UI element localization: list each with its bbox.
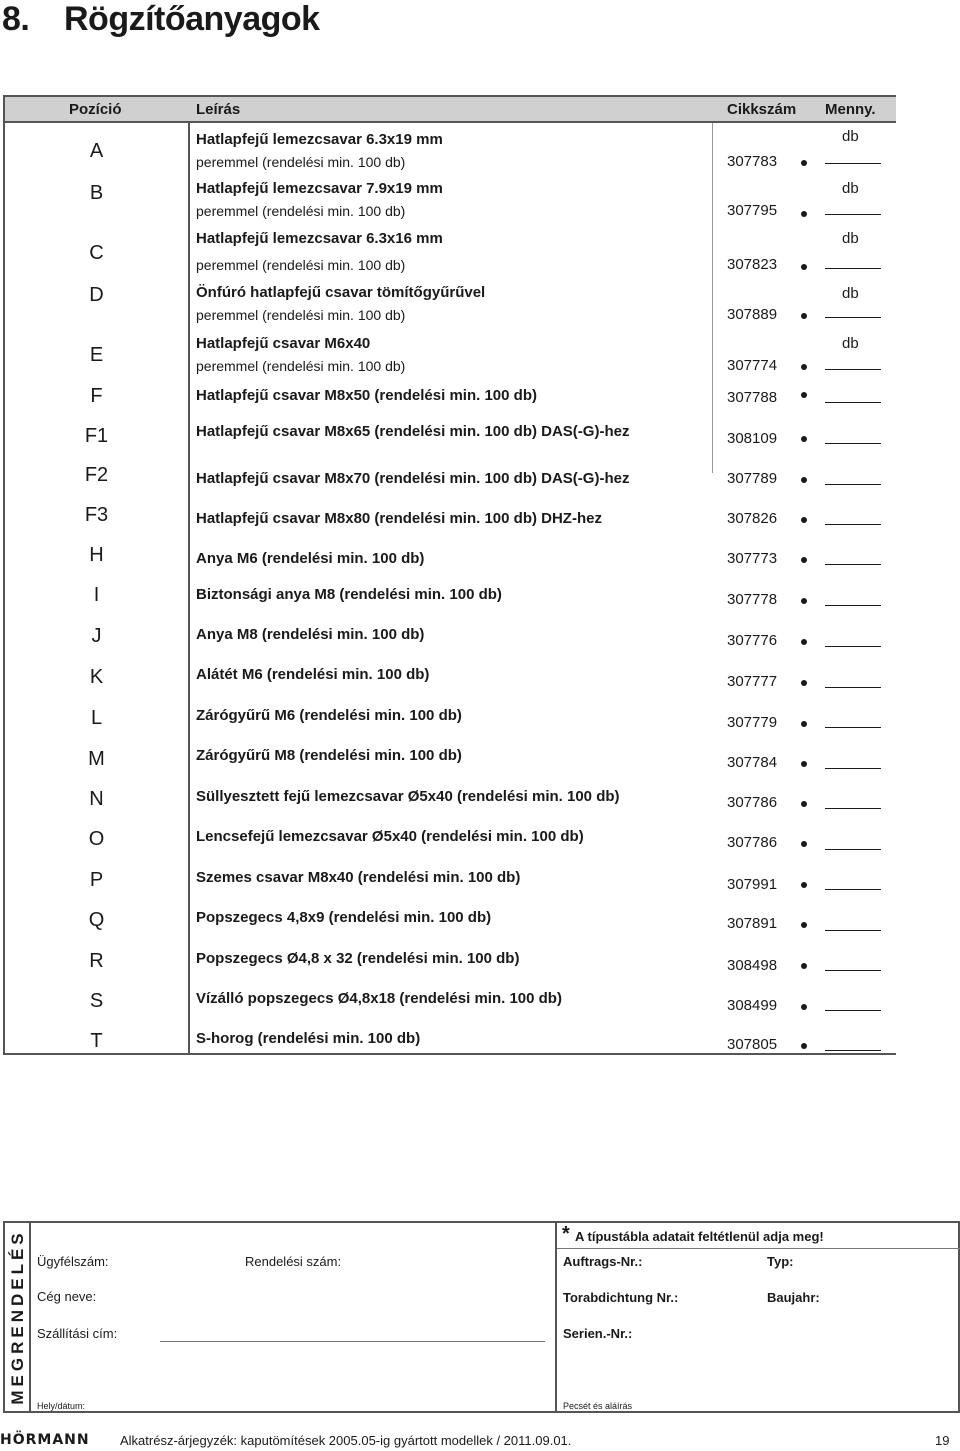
form-rule bbox=[557, 1248, 960, 1249]
row-unit: db bbox=[842, 285, 859, 302]
bullet-icon bbox=[801, 721, 807, 727]
row-description-note: peremmel (rendelési min. 100 db) bbox=[196, 358, 406, 374]
row-description: Hatlapfejű lemezcsavar 6.3x19 mm bbox=[196, 131, 443, 148]
bullet-icon bbox=[801, 882, 807, 888]
quantity-field[interactable] bbox=[825, 214, 881, 215]
quantity-field[interactable] bbox=[825, 889, 881, 890]
bullet-icon bbox=[801, 160, 807, 166]
customer-number-label: Ügyfélszám: bbox=[37, 1254, 109, 1269]
row-description: Anya M8 (rendelési min. 100 db) bbox=[196, 626, 425, 643]
header-quantity: Menny. bbox=[825, 101, 876, 118]
bullet-icon bbox=[801, 963, 807, 969]
quantity-field[interactable] bbox=[825, 369, 881, 370]
row-position: L bbox=[90, 707, 103, 729]
row-code: 307789 bbox=[727, 470, 778, 487]
quantity-field[interactable] bbox=[825, 727, 881, 728]
quantity-field[interactable] bbox=[825, 1010, 881, 1011]
row-description: Anya M6 (rendelési min. 100 db) bbox=[196, 550, 425, 567]
row-code: 307991 bbox=[727, 876, 778, 893]
column-divider bbox=[188, 123, 190, 1053]
row-description: Hatlapfejű csavar M8x80 (rendelési min. 100 db) DHZ-hez bbox=[196, 510, 602, 527]
row-position: F3 bbox=[84, 504, 109, 526]
quantity-field[interactable] bbox=[825, 443, 881, 444]
stamp-signature-label: Pecsét és aláírás bbox=[563, 1401, 633, 1411]
row-description: Popszegecs 4,8x9 (rendelési min. 100 db) bbox=[196, 909, 492, 926]
quantity-field[interactable] bbox=[825, 524, 881, 525]
hormann-logo: HÖRMANN bbox=[0, 1432, 90, 1448]
delivery-address-label: Szállítási cím: bbox=[37, 1326, 118, 1341]
row-description: Lencsefejű lemezcsavar Ø5x40 (rendelési min. 100 db) bbox=[196, 828, 584, 845]
order-form bbox=[3, 1221, 960, 1413]
bullet-icon bbox=[801, 557, 807, 563]
row-code: 307805 bbox=[727, 1036, 778, 1053]
row-position: N bbox=[89, 788, 104, 810]
form-divider bbox=[555, 1223, 557, 1411]
row-description: Szemes csavar M8x40 (rendelési min. 100 db) bbox=[196, 869, 521, 886]
row-description: Zárógyűrű M6 (rendelési min. 100 db) bbox=[196, 707, 462, 724]
row-code: 307783 bbox=[727, 153, 778, 170]
column-divider bbox=[712, 123, 713, 473]
row-position: J bbox=[91, 625, 102, 647]
row-description: Süllyesztett fejű lemezcsavar Ø5x40 (rendelési min. 100 db) bbox=[196, 788, 620, 805]
bullet-icon bbox=[801, 801, 807, 807]
row-description: Hatlapfejű lemezcsavar 6.3x16 mm bbox=[196, 230, 443, 247]
row-position: D bbox=[89, 284, 104, 306]
quantity-field[interactable] bbox=[825, 768, 881, 769]
row-description: Popszegecs Ø4,8 x 32 (rendelési min. 100 db) bbox=[196, 950, 520, 967]
row-description-note: peremmel (rendelési min. 100 db) bbox=[196, 257, 406, 273]
quantity-field[interactable] bbox=[825, 808, 881, 809]
page-number: 19 bbox=[935, 1433, 950, 1448]
bullet-icon bbox=[801, 680, 807, 686]
quantity-field[interactable] bbox=[825, 163, 881, 164]
section-number: 8. bbox=[2, 0, 30, 38]
row-position: A bbox=[89, 140, 104, 162]
nameplate-note: A típustábla adatait feltétlenül adja meg! bbox=[575, 1229, 824, 1244]
bullet-icon bbox=[801, 598, 807, 604]
quantity-field[interactable] bbox=[825, 1050, 881, 1051]
row-description: Hatlapfejű lemezcsavar 7.9x19 mm bbox=[196, 180, 443, 197]
row-position: B bbox=[89, 182, 104, 204]
order-form-title: MEGRENDELÉS bbox=[8, 1229, 27, 1405]
row-position: M bbox=[88, 748, 105, 770]
bullet-icon bbox=[801, 392, 807, 398]
row-code: 307795 bbox=[727, 202, 778, 219]
quantity-field[interactable] bbox=[825, 268, 881, 269]
row-position: I bbox=[93, 584, 100, 606]
row-unit: db bbox=[842, 128, 859, 145]
row-code: 308498 bbox=[727, 957, 778, 974]
quantity-field[interactable] bbox=[825, 564, 881, 565]
quantity-field[interactable] bbox=[825, 849, 881, 850]
bullet-icon bbox=[801, 211, 807, 217]
header-code: Cikkszám bbox=[727, 101, 797, 118]
bullet-icon bbox=[801, 841, 807, 847]
place-date-label: Hely/dátum: bbox=[37, 1401, 86, 1411]
row-code: 307786 bbox=[727, 834, 778, 851]
row-description: Önfúró hatlapfejű csavar tömítőgyűrűvel bbox=[196, 284, 486, 301]
row-description: S-horog (rendelési min. 100 db) bbox=[196, 1030, 421, 1047]
row-code: 307786 bbox=[727, 794, 778, 811]
order-number-label: Rendelési szám: bbox=[245, 1254, 342, 1269]
row-description: Hatlapfejű csavar M6x40 bbox=[196, 335, 371, 352]
row-position: F1 bbox=[84, 425, 109, 447]
row-unit: db bbox=[842, 180, 859, 197]
row-description-note: peremmel (rendelési min. 100 db) bbox=[196, 154, 406, 170]
bullet-icon bbox=[801, 517, 807, 523]
row-description: Hatlapfejű csavar M8x50 (rendelési min. 100 db) bbox=[196, 387, 537, 404]
bullet-icon bbox=[801, 477, 807, 483]
row-code: 307784 bbox=[727, 754, 778, 771]
bullet-icon bbox=[801, 436, 807, 442]
row-description: Zárógyűrű M8 (rendelési min. 100 db) bbox=[196, 747, 462, 764]
header-description: Leírás bbox=[196, 101, 241, 118]
company-name-label: Cég neve: bbox=[37, 1289, 97, 1304]
auftrags-label: Auftrags-Nr.: bbox=[563, 1254, 643, 1269]
header-position: Pozíció bbox=[69, 101, 122, 118]
torabdichtung-label: Torabdichtung Nr.: bbox=[563, 1290, 679, 1305]
serial-number-label: Serien.-Nr.: bbox=[563, 1326, 633, 1341]
row-code: 307788 bbox=[727, 389, 778, 406]
row-position: C bbox=[89, 242, 104, 264]
order-form-sidebar bbox=[5, 1223, 31, 1411]
row-description: Hatlapfejű csavar M8x70 (rendelési min. 100 db) DAS(-G)-hez bbox=[196, 470, 630, 487]
row-code: 307777 bbox=[727, 673, 778, 690]
row-description: Hatlapfejű csavar M8x65 (rendelési min. 100 db) DAS(-G)-hez bbox=[196, 423, 630, 440]
row-unit: db bbox=[842, 230, 859, 247]
row-description: Biztonsági anya M8 (rendelési min. 100 db) bbox=[196, 586, 502, 603]
row-unit: db bbox=[842, 335, 859, 352]
row-position: R bbox=[89, 950, 104, 972]
typ-label: Typ: bbox=[767, 1254, 794, 1269]
table-header bbox=[5, 95, 896, 123]
quantity-field[interactable] bbox=[825, 646, 881, 647]
row-position: F bbox=[90, 385, 103, 407]
row-position: K bbox=[89, 666, 104, 688]
row-position: Q bbox=[88, 909, 105, 931]
page-title: Rögzítőanyagok bbox=[64, 0, 320, 38]
quantity-field[interactable] bbox=[825, 970, 881, 971]
quantity-field[interactable] bbox=[825, 402, 881, 403]
quantity-field[interactable] bbox=[825, 484, 881, 485]
row-code: 307773 bbox=[727, 550, 778, 567]
quantity-field[interactable] bbox=[825, 687, 881, 688]
row-description-note: peremmel (rendelési min. 100 db) bbox=[196, 307, 406, 323]
row-description: Alátét M6 (rendelési min. 100 db) bbox=[196, 666, 430, 683]
bullet-icon bbox=[801, 364, 807, 370]
quantity-field[interactable] bbox=[825, 930, 881, 931]
row-code: 307779 bbox=[727, 714, 778, 731]
bullet-icon bbox=[801, 313, 807, 319]
row-code: 307823 bbox=[727, 256, 778, 273]
quantity-field[interactable] bbox=[825, 605, 881, 606]
row-position: S bbox=[89, 990, 104, 1012]
parts-table bbox=[3, 95, 896, 1055]
row-code: 308499 bbox=[727, 997, 778, 1014]
row-position: H bbox=[89, 544, 104, 566]
bullet-icon bbox=[801, 639, 807, 645]
bullet-icon bbox=[801, 1004, 807, 1010]
bullet-icon bbox=[801, 1043, 807, 1049]
row-description: Vízálló popszegecs Ø4,8x18 (rendelési min. 100 db) bbox=[196, 990, 562, 1007]
row-code: 307776 bbox=[727, 632, 778, 649]
row-position: E bbox=[89, 344, 104, 366]
baujahr-label: Baujahr: bbox=[767, 1290, 820, 1305]
row-position: T bbox=[90, 1030, 103, 1052]
bullet-icon bbox=[801, 761, 807, 767]
page-footer bbox=[0, 1430, 960, 1451]
bullet-icon bbox=[801, 264, 807, 270]
row-description-note: peremmel (rendelési min. 100 db) bbox=[196, 203, 406, 219]
row-code: 307774 bbox=[727, 357, 778, 374]
row-code: 307826 bbox=[727, 510, 778, 527]
row-position: P bbox=[89, 869, 104, 891]
quantity-field[interactable] bbox=[825, 317, 881, 318]
row-code: 307889 bbox=[727, 306, 778, 323]
row-code: 308109 bbox=[727, 430, 778, 447]
row-position: F2 bbox=[84, 464, 109, 486]
footer-text: Alkatrész-árjegyzék: kaputömítések 2005.05-ig gyártott modellek / 2011.09.01. bbox=[120, 1433, 572, 1448]
bullet-icon bbox=[801, 922, 807, 928]
row-position: O bbox=[88, 828, 105, 850]
asterisk-icon: * bbox=[562, 1223, 570, 1245]
delivery-address-field[interactable] bbox=[160, 1341, 545, 1342]
row-code: 307778 bbox=[727, 591, 778, 608]
row-code: 307891 bbox=[727, 915, 778, 932]
